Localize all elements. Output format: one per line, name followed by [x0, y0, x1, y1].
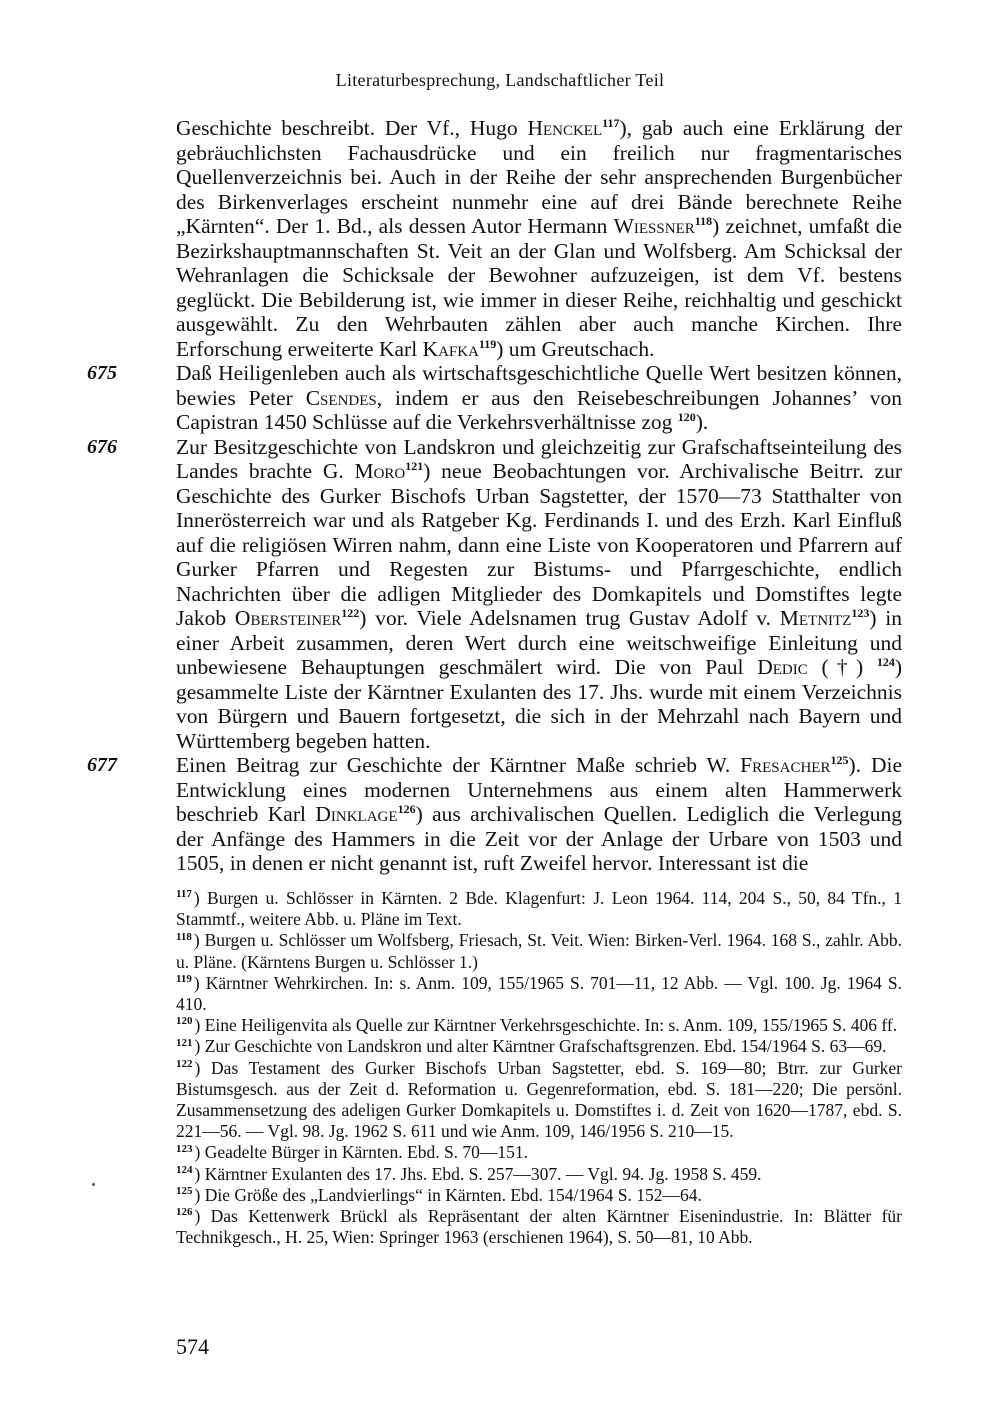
footnote: $^{119}$ ) Kärntner Wehrkirchen. In: s. Anm. 109, 155/1965 S. 701—11, 12 Abb. — Vgl. 100. Jg. 1964 S. 410. — [176, 972, 902, 1015]
footnote-ref: 126 — [397, 801, 416, 816]
footnote-ref: 117 — [602, 115, 620, 130]
footnote: $^{124}$ ) Kärntner Exulanten des 17. Jhs. Ebd. S. 257—307. — Vgl. 94. Jg. 1958 S. 459. — [176, 1163, 762, 1184]
main-text — [87, 115, 903, 876]
margin-speck — [92, 1183, 95, 1186]
author-name: Obersteiner — [234, 606, 342, 630]
footnote-ref: 119 — [478, 336, 497, 351]
paragraph-677: 677 Einen Beitrag zur Geschichte der Kärntner Maße schrieb W. Fresacher$^{125}$). Die Entwicklung eines modernen Unternehmens aus einem alten Hammerwerk beschrieb Karl Dinklage$^{126}$) aus archivalischen Quellen. Lediglich die Verlegung der Anfänge des Hammers in die Zeit vor der Anlage der Urbare von 1503 und 1505, in denen er nicht genannt ist, ruft Zweifel hervor. Interessant ist die — [87, 752, 902, 875]
margin-number: 677 — [87, 754, 117, 776]
footnote: $^{123}$ ) Geadelte Bürger in Kärnten. Ebd. S. 70—151. — [176, 1142, 529, 1163]
footnote-ref: 123 — [851, 605, 870, 620]
margin-number: 676 — [87, 435, 117, 458]
footnote-ref: 125 — [830, 752, 849, 767]
footnote: $^{118}$ ) Burgen u. Schlösser um Wolfsberg, Friesach, St. Veit. Wien: Birken-Verl. 1964. 168 S., zahlr. Abb. u. Pläne. (Kärntens Burgen u. Schlösser 1.) — [176, 930, 902, 972]
author-name: Wiessner — [613, 214, 695, 238]
footnote-ref: 118 — [694, 213, 713, 228]
author-name: Csendes — [305, 385, 377, 410]
footnote: $^{117}$ ) Burgen u. Schlösser in Kärnten. 2 Bde. Klagenfurt: J. Leon 1964. 114, 204 S., 50, 84 Tfn., 1 Stammtf., weitere Abb. u. Pläne im Text. — [176, 888, 902, 930]
footnote-ref: 122 — [341, 605, 360, 620]
author-name: Dedic — [757, 655, 808, 679]
footnote: $^{122}$ ) Das Testament des Gurker Bischofs Urban Sagstetter, ebd. S. 169—80; Btrr. zur Gurker Bistumsgesch. aus der Zeit d. Reformation u. Gegenreformation, ebd. S. 181—220; Die persönl. Zusammensetzung des adeligen Gurker Domkapitels u. Domstiftes i. d. Zeit von 1620—1787, ebd. S. 221—56. — Vgl. 98. Jg. 1962 S. 611 und wie Anm. 109, 146/1956 S. 210—15. — [176, 1057, 902, 1142]
author-name: Metnitz — [779, 606, 852, 630]
margin-number: 675 — [87, 362, 117, 384]
paragraph-continued: Geschichte beschreibt. Der Vf., Hugo Henckel$^{117}$), gab auch eine Erklärung der gebräuchlichsten Fachausdrücke und ein freilich nur fragmentarisches Quellenverzeichnis bei. Auch in der Reihe der sehr ansprechenden Burgenbücher des Birkenverlages erscheint nunmehr eine auf drei Bände berechnete Reihe „Kärnten“. Der 1. Bd., als dessen Autor Hermann Wiessner$^{118}$) zeichnet, umfaßt die Bezirkshauptmannschaften St. Veit an der Glan und Wolfsberg. Am Schicksal der Wehranlagen die Schicksale der Bewohner aufzuzeigen, ist dem Vf. bestens geglückt. Die Bebilderung ist, wie immer in dieser Reihe, reichhaltig und geschickt ausgewählt. Zu den Wehrbauten zählen aber auch manche Kirchen. Ihre Erforschung erweiterte Karl Kafka$^{119}$) um Greutschach. — [176, 115, 902, 361]
author-name: Moro — [354, 459, 406, 483]
footnote-ref: 120 — [677, 409, 696, 424]
running-header: Literaturbesprechung, Landschaftlicher Teil — [335, 70, 665, 90]
footnotes — [176, 888, 902, 1248]
footnote-ref: 124 — [876, 654, 895, 669]
footnote: $^{126}$ ) Das Kettenwerk Brückl als Repräsentant der alten Kärntner Eisenindustrie. In: Blätter für Technikgesch., H. 25, Wien: Springer 1963 (erschienen 1964), S. 50—81, 10 Abb. — [176, 1206, 902, 1248]
author-name: Fresacher — [740, 753, 831, 777]
footnote: $^{121}$ ) Zur Geschichte von Landskron und alter Kärntner Grafschaftsgrenzen. Ebd. 154/1964 S. 63—69. — [176, 1036, 887, 1057]
author-name: Dinklage — [315, 802, 398, 826]
footnote: $^{120}$ ) Eine Heiligenvita als Quelle zur Kärntner Verkehrsgeschichte. In: s. Anm. 109, 155/1965 S. 406 ff. — [176, 1015, 898, 1036]
paragraph-675: 675 Daß Heiligenleben auch als wirtschaftsgeschichtliche Quelle Wert besitzen können, bewies Peter Csendes, indem er aus den Reisebeschreibungen Johannes’ von Capistran 1450 Schlüsse auf die Verkehrsverhältnisse zog $^{120}$). — [87, 361, 902, 434]
footnote: $^{125}$ ) Die Größe des „Landvierlings“ in Kärnten. Ebd. 154/1964 S. 152—64. — [176, 1184, 702, 1205]
paragraph-676: 676 Zur Besitzgeschichte von Landskron und gleichzeitig zur Grafschaftseinteilung des Landes brachte G. Moro$^{121}$) neue Beobachtungen vor. Archivalische Beitrr. zur Geschichte des Gurker Bischofs Urban Sagstetter, der 1570—73 Statthalter von Innerösterreich war und als Ratgeber Kg. Ferdinands I. und des Erzh. Karl Einfluß auf die religiösen Wirren nahm, dann eine Liste von Kooperatoren und Pfarrern auf Gurker Pfarren und Regesten zur Bistums- und Pfarrgeschichte, endlich Nachrichten über die adligen Mitglieder des Domkapitels und Domstiftes legte Jakob Obersteiner$^{122}$) vor. Viele Adelsnamen trug Gustav Adolf v. Metnitz$^{123}$) in einer Arbeit zusammen, deren Wert durch eine weitschweifige Einleitung und unbewiesene Behauptungen geschmälert wird. Die von Paul Dedic (†) $^{124}$) gesammelte Liste der Kärntner Exulanten des 17. Jhs. wurde mit einem Verzeichnis von Bürgern und Bauern fortgesetzt, die sich in der Mehrzahl nach Bayern und Württemberg begeben hatten. — [87, 434, 903, 753]
footnote-ref: 121 — [405, 458, 424, 473]
page-number: 574 — [176, 1334, 209, 1359]
author-name: Kafka — [422, 336, 479, 361]
author-name: Henckel — [527, 116, 603, 140]
